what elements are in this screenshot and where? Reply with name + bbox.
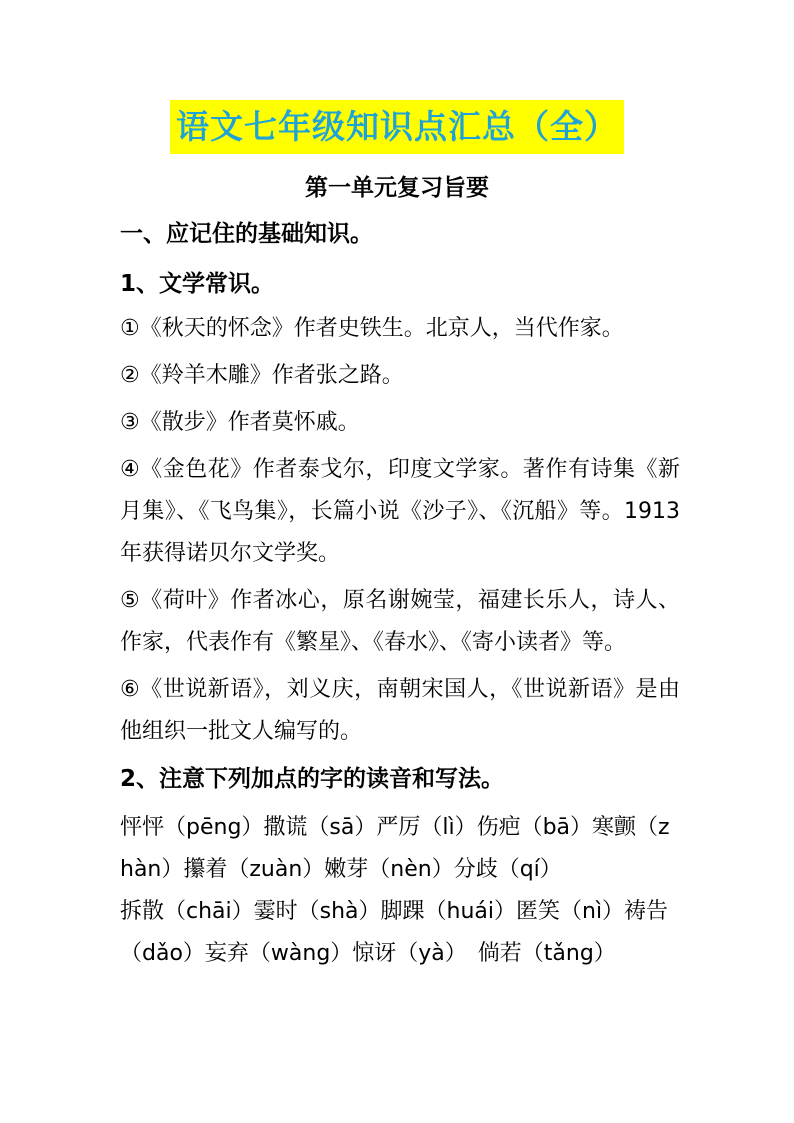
- literary-item-1: ①《秋天的怀念》作者史铁生。北京人，当代作家。: [120, 316, 624, 341]
- subsection-heading-pronunciation: 2、注意下列加点的字的读音和写法。: [120, 766, 505, 792]
- document-body: [120, 214, 680, 975]
- literary-item-5: ⑤《荷叶》作者冰心，原名谢婉莹，福建长乐人，诗人、作家，代表作有《繁星》、《春水》、《寄小读者》等。: [120, 588, 680, 655]
- unit-subtitle: 第一单元复习旨要: [305, 175, 489, 201]
- document-title: 语文七年级知识点汇总（全）: [170, 100, 624, 154]
- literary-item-3: ③《散步》作者莫怀戚。: [120, 410, 360, 435]
- pinyin-line-1: 怦怦（pēng）撒谎（sā）严厉（lì）伤疤（bā）寒颤（zhàn）攥着（zuàn）嫩芽（nèn）分歧（qí）: [120, 815, 670, 882]
- literary-item-4: ④《金色花》作者泰戈尔，印度文学家。著作有诗集《新月集》、《飞鸟集》，长篇小说《沙子》、《沉船》等。1913年获得诺贝尔文学奖。: [120, 457, 680, 566]
- literary-item-2: ②《羚羊木雕》作者张之路。: [120, 363, 404, 388]
- subsection-heading-literary-knowledge: 1、文学常识。: [120, 271, 275, 297]
- literary-item-6: ⑥《世说新语》，刘义庆，南朝宋国人，《世说新语》是由他组织一批文人编写的。: [120, 677, 680, 744]
- pinyin-line-2: 拆散（chāi）霎时（shà）脚踝（huái）匿笑（nì）祷告（dǎo）妄弃（wàng）惊讶（yà） 倘若（tǎng）: [120, 899, 669, 966]
- title-container: [0, 100, 794, 154]
- section-heading-basic-knowledge: 一、应记住的基础知识。: [120, 221, 373, 247]
